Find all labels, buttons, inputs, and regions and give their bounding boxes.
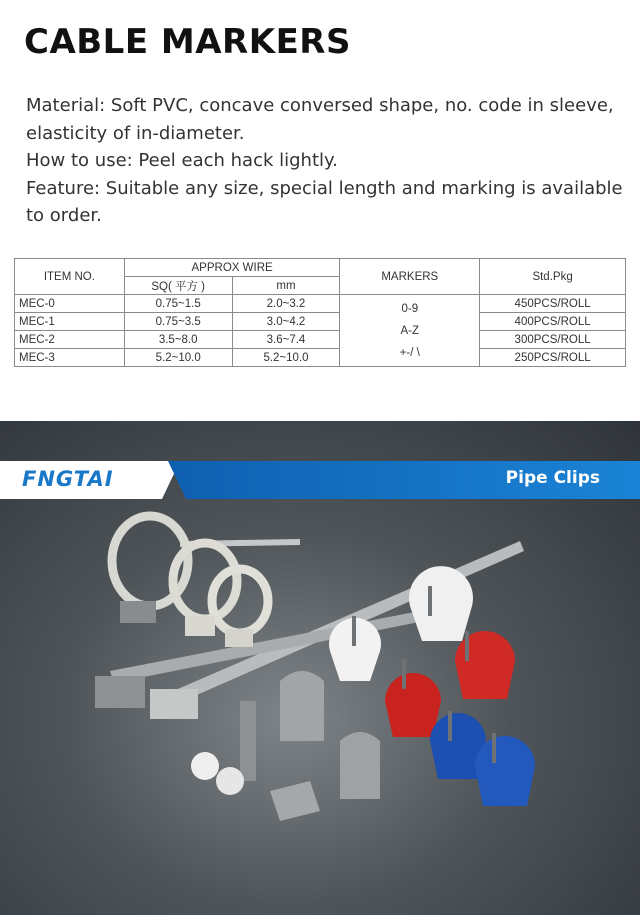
red-nail-clip (385, 673, 441, 737)
cell-markers (340, 295, 480, 367)
description-feature: Feature: Suitable any size, special length and marking is available to order. (26, 177, 623, 226)
table-row (15, 349, 626, 367)
marker-digits: 0-9 (401, 302, 419, 315)
table-row (15, 313, 626, 331)
description-usage: How to use: Peel each hack lightly. (26, 150, 338, 171)
header-approx-wire: APPROX WIRE (124, 259, 340, 277)
cell-item: MEC-1 (15, 313, 125, 331)
nail (352, 616, 356, 646)
page-title: CABLE MARKERS (24, 22, 351, 62)
cell-sq: 5.2~10.0 (124, 349, 232, 367)
nail (492, 733, 496, 763)
grey-block (150, 689, 198, 719)
red-nail-clip (455, 631, 515, 699)
clamp-base (225, 629, 253, 647)
clamp-base (185, 616, 215, 636)
cell-mm: 5.2~10.0 (232, 349, 340, 367)
cell-pkg: 250PCS/ROLL (480, 349, 626, 367)
table-row (15, 331, 626, 349)
description-material: Material: Soft PVC, concave conversed shape, no. code in sleeve, elasticity of in-diameter. (26, 95, 614, 144)
white-nail-clip (409, 566, 473, 641)
grey-pipe-clip (280, 671, 324, 741)
cell-item: MEC-3 (15, 349, 125, 367)
cell-sq: 3.5~8.0 (124, 331, 232, 349)
cell-mm: 3.0~4.2 (232, 313, 340, 331)
grey-block (95, 676, 145, 708)
blue-nail-clip (475, 736, 535, 806)
header-std-pkg: Std.Pkg (480, 259, 626, 295)
nail (465, 631, 469, 661)
product-photo (0, 421, 640, 915)
brand-logo: FNGTAI (22, 467, 114, 491)
spec-table (14, 258, 626, 367)
small-white-clip (216, 767, 244, 795)
cell-pkg: 300PCS/ROLL (480, 331, 626, 349)
nail (402, 659, 406, 689)
header-mm: mm (232, 277, 340, 295)
cell-mm: 3.6~7.4 (232, 331, 340, 349)
header-item-no: ITEM NO. (15, 259, 125, 295)
cell-item: MEC-2 (15, 331, 125, 349)
header-sq: SQ( 平方 ) (124, 277, 232, 295)
cell-pkg: 400PCS/ROLL (480, 313, 626, 331)
cell-sq: 0.75~3.5 (124, 313, 232, 331)
banner-label: Pipe Clips (505, 468, 600, 488)
cell-item: MEC-0 (15, 295, 125, 313)
cell-sq: 0.75~1.5 (124, 295, 232, 313)
header-markers: MARKERS (340, 259, 480, 295)
nail (448, 711, 452, 741)
cell-pkg: 450PCS/ROLL (480, 295, 626, 313)
grey-pipe-clip (340, 732, 380, 799)
table-row (15, 295, 626, 313)
grey-anchor (270, 781, 320, 821)
marker-symbols: +-/ \ (399, 346, 420, 359)
description (26, 92, 626, 230)
small-white-clip (191, 752, 219, 780)
nail (428, 586, 432, 616)
marker-letters: A-Z (400, 324, 420, 337)
cell-mm: 2.0~3.2 (232, 295, 340, 313)
clamp-base (120, 601, 156, 623)
grey-anchor (240, 701, 256, 781)
